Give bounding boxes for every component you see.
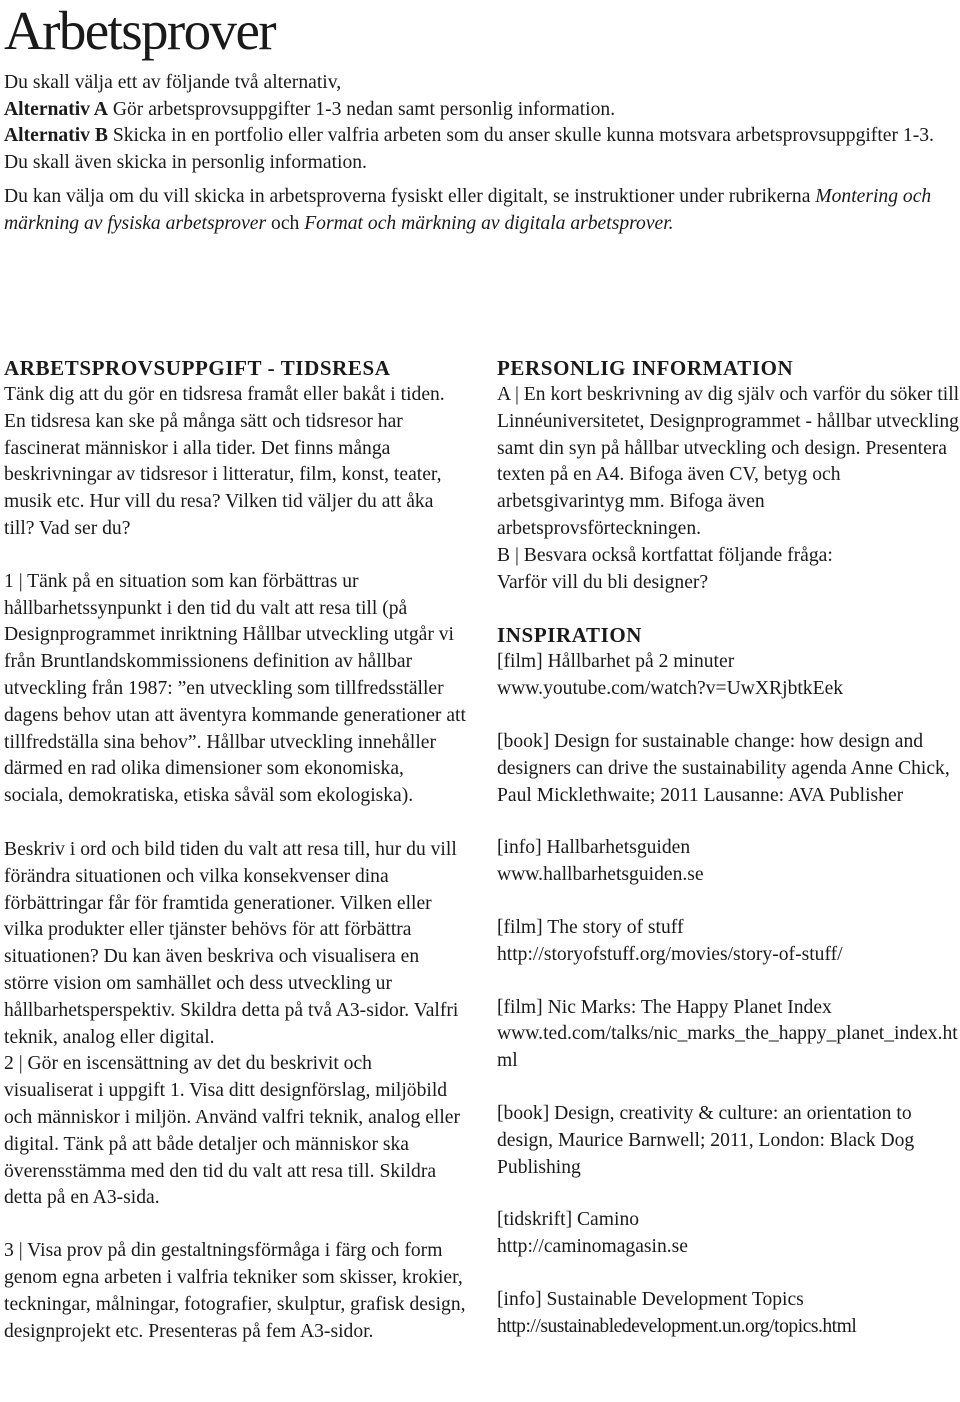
intro-paragraph-2	[4, 184, 934, 237]
inspiration-item-link[interactable]: www.ted.com/talks/nic_marks_the_happy_planet_index.html	[497, 1023, 958, 1072]
inspiration-item-title: [film] The story of stuff	[497, 916, 684, 938]
inspiration-item-link[interactable]: www.youtube.com/watch?v=UwXRjbtkEek	[497, 678, 844, 700]
alternative-a-text: Gör arbetsprovsuppgifter 1-3 nedan samt personlig information.	[107, 98, 616, 120]
task-intro: Tänk dig att du gör en tidsresa framåt eller bakåt i tiden. En tidsresa kan ske på många sätt och tidsresor har fascinerat människor i alla tider. Det finns många beskrivningar av tidsresor i litteratur, film, konst, teater, musik etc. Hur vill du resa? Vilken tid väljer du att åka till? Vad ser du?	[4, 384, 445, 539]
inspiration-item-title: [book] Design for sustainable change: how design and designers can drive the sustainability agenda Anne Chick, Paul Micklethwaite; 2011 Lausanne: AVA Publisher	[497, 730, 950, 806]
personal-info-b-question: B | Besvara också kortfattat följande fråga:	[497, 544, 833, 566]
intro-p2-text-2: och	[266, 212, 305, 234]
personal-info-heading: PERSONLIG INFORMATION	[497, 356, 794, 380]
right-column	[497, 355, 960, 1341]
intro-p2-italic-2: Format och märkning av digitala arbetsprover.	[304, 212, 674, 234]
personal-info-a: A | En kort beskrivning av dig själv och varför du söker till Linnéuniversitetet, Designprogrammet - hållbar utveckling samt din syn på hållbar utveckling och design. Presentera texten på en A4. Bifoga även CV, betyg och arbetsgivarintyg mm. Bifoga även arbetsprovsförteckningen.	[497, 384, 960, 539]
inspiration-item-title: [tidskrift] Camino	[497, 1209, 640, 1231]
inspiration-item-link[interactable]: http://caminomagasin.se	[497, 1236, 689, 1258]
left-column	[4, 355, 466, 1345]
inspiration-item-link[interactable]: http://storyofstuff.org/movies/story-of-stuff/	[497, 943, 843, 965]
alternative-a-label: Alternativ A	[4, 98, 108, 120]
task-1: 1 | Tänk på en situation som kan förbättras ur hållbarhetssynpunkt i den tid du valt att resa till (på Designprogrammet inriktning Hållbar utveckling utgår vi från Bruntlandskommissionens definition av hållbar utveckling från 1987: ”en utveckling som tillfredsställer dagens behov utan att äventyra kommande generationer att tillfredställa sina behov”. Hållbar utveckling innehåller därmed en rad olika dimensioner som ekonomiska, sociala, demokratiska, etiska såväl som ekologiska).	[4, 570, 466, 807]
task-1-description: Beskriv i ord och bild tiden du valt att resa till, hur du vill förändra situationen och vilka konsekvenser dina förbättringar får för framtida generationer. Vilken eller vilka produkter eller tjänster behövs för att förbättra situationen? Du kan även beskriva och visualisera en större vision om samhället och dess utveckling ur hållbarhetsperspektiv. Skildra detta på två A3-sidor. Valfri teknik, analog eller digital.	[4, 838, 459, 1048]
intro-p2-italic-1: Montering och märkning av fysiska arbetsprover	[4, 186, 932, 234]
task-3: 3 | Visa prov på din gestaltningsförmåga i färg och form genom egna arbeten i valfria tekniker som skisser, krokier, teckningar, målningar, fotografier, skulptur, grafisk design, designprojekt etc. Presenteras på fem A3-sidor.	[4, 1240, 466, 1342]
intro-p2-text-1: Du kan välja om du vill skicka in arbetsproverna fysiskt eller digitalt, se instruktioner under rubrikerna	[4, 186, 816, 207]
inspiration-heading: INSPIRATION	[497, 623, 643, 648]
intro-section	[4, 70, 934, 237]
personal-info-b-answer: Varför vill du bli designer?	[497, 571, 709, 593]
inspiration-item-title: [film] Hållbarhet på 2 minuter	[497, 651, 735, 673]
inspiration-item-title: [info] Hallbarhetsguiden	[497, 837, 691, 859]
inspiration-item-link[interactable]: http://sustainabledevelopment.un.org/topics.html	[497, 1315, 857, 1337]
task-2: 2 | Gör en iscensättning av det du beskrivit och visualiserat i uppgift 1. Visa ditt designförslag, miljöbild och människor i miljön. Använd valfri teknik, analog eller digital. Tänk på att både detaljer och människor ska överensstämma med den tid du valt att resa till. Skildra detta på en A3-sida.	[4, 1053, 460, 1209]
inspiration-item-title: [book] Design, creativity & culture: an orientation to design, Maurice Barnwell; 2011, London: Black Dog Publishing	[497, 1102, 915, 1178]
page-title: Arbetsprover	[4, 0, 275, 61]
task-heading: ARBETSPROVSUPPGIFT - TIDSRESA	[4, 356, 391, 380]
alternative-b-text: Skicka in en portfolio eller valfria arbeten som du anser skulle kunna motsvara arbetsprovsuppgifter 1-3. Du skall även skicka in personlig information.	[4, 125, 934, 173]
intro-paragraph-1	[4, 70, 934, 176]
intro-line-1: Du skall välja ett av följande två alternativ,	[4, 72, 342, 93]
inspiration-item-title: [info] Sustainable Development Topics	[497, 1288, 804, 1310]
inspiration-item-title: [film] Nic Marks: The Happy Planet Index	[497, 996, 832, 1018]
inspiration-item-link[interactable]: www.hallbarhetsguiden.se	[497, 864, 704, 886]
alternative-b-label: Alternativ B	[4, 125, 108, 146]
